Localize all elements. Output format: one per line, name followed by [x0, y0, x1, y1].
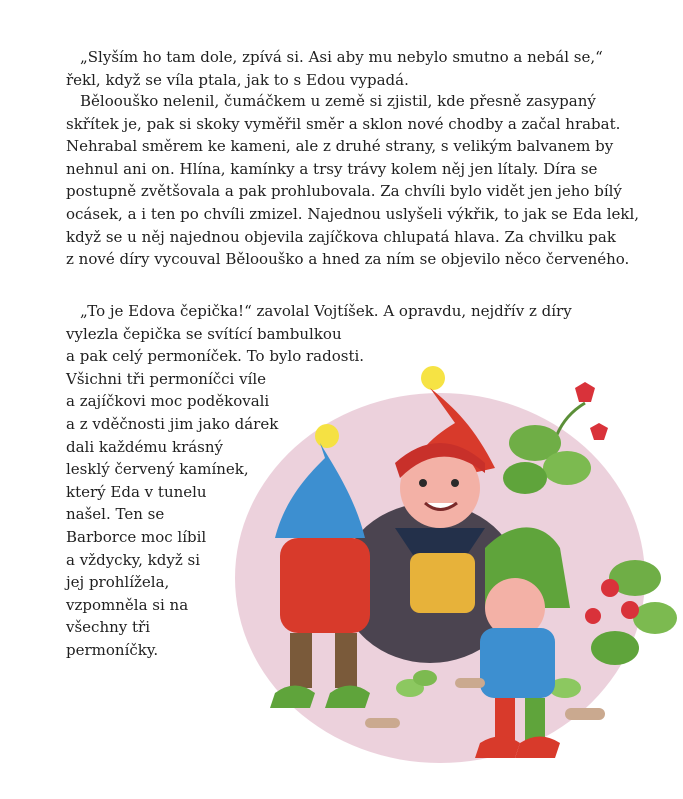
lantern-icon: [421, 366, 445, 390]
text-line: nehnul ani on. Hlína, kamínky a trsy trávy kolem něj jen lítaly. Díra se: [66, 159, 598, 178]
text-line: skřítek je, pak si skoky vyměřil směr a sklon nové chodby a začal hrabat.: [66, 114, 621, 133]
paragraph-2: [66, 90, 640, 271]
text-line: Barborce moc líbil: [66, 527, 207, 546]
text-line: dali každému krásný: [66, 437, 224, 456]
strawberry-icon: [585, 608, 601, 624]
text-line: všechny tři: [66, 618, 151, 637]
strawberry-icon: [621, 601, 639, 619]
text-line: řekl, když se víla ptala, jak to s Edou vypadá.: [66, 70, 409, 89]
text-line: ocásek, a i ten po chvíli zmizel. Najednou uslyšeli výkřik, to jak se Eda lekl,: [66, 204, 640, 223]
text-line: našel. Ten se: [66, 505, 165, 524]
text-line: Nehrabal směrem ke kameni, ale z druhé strany, s velikým balvanem by: [66, 137, 614, 156]
text-line: a pak celý permoníček. To bylo radosti.: [66, 347, 365, 366]
paragraph-1: [66, 46, 626, 91]
text-line: a vždycky, když si: [66, 550, 201, 569]
text-line: lesklý červený kamínek,: [66, 460, 249, 479]
strawberry-icon: [601, 579, 619, 597]
text-line: „To je Edova čepička!“ zavolal Vojtíšek. A opravdu, nejdřív z díry: [80, 302, 572, 320]
text-line: Všichni tři permoníčci víle: [66, 369, 267, 388]
text-line: a z vděčnosti jim jako dárek: [66, 414, 279, 433]
strawberry-icon: [590, 423, 608, 440]
text-line: z nové díry vycouval Běloouško a hned za ním se objevilo něco červeného.: [66, 250, 630, 269]
text-line: jej prohlížela,: [66, 573, 170, 592]
lantern-icon: [315, 424, 339, 448]
text-line: vylezla čepička se svítící bambulkou: [66, 324, 342, 343]
text-line: permoníčky.: [66, 640, 159, 659]
strawberry-icon: [575, 382, 595, 402]
text-line: vzpomněla si na: [66, 595, 189, 614]
text-line: když se u něj najednou objevila zajíčkova chlupatá hlava. Za chvilku pak: [66, 227, 616, 246]
text-line: který Eda v tunelu: [66, 482, 207, 501]
text-line: „Slyším ho tam dole, zpívá si. Asi aby mu nebylo smutno a nebál se,“: [80, 48, 603, 66]
text-line: postupně zvětšovala a pak prohlubovala. Za chvíli bylo vidět jen jeho bílý: [66, 182, 622, 201]
text-line: Běloouško nelenil, čumáčkem u země si zjistil, kde přesně zasypaný: [80, 92, 596, 110]
text-line: a zajíčkovi moc poděkovali: [66, 392, 270, 411]
gnomes-illustration: [215, 348, 683, 799]
